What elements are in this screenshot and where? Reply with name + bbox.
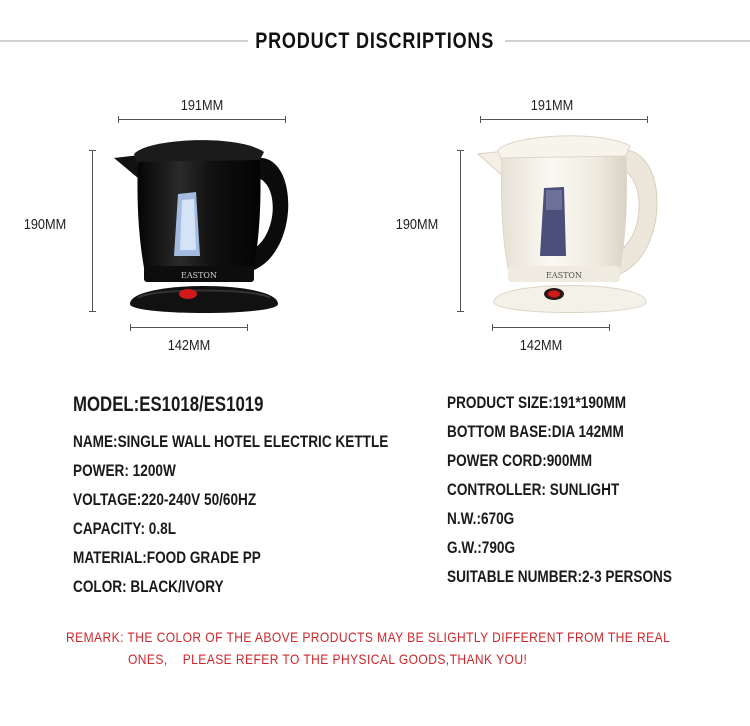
height-line-ivory	[460, 150, 461, 312]
width-label-ivory: 191MM	[530, 97, 574, 114]
spec-power-cord: POWER CORD:900MM	[447, 451, 593, 470]
height-tick-ivory-b	[457, 311, 464, 312]
width-tick-ivory-r	[647, 116, 648, 123]
height-line-black	[92, 150, 93, 312]
base-label-ivory: 142MM	[519, 337, 563, 354]
page-title: PRODUCT DISCRIPTIONS	[255, 28, 495, 53]
ivory-kettle-image	[474, 130, 670, 326]
spec-color: COLOR: BLACK/IVORY	[73, 577, 224, 596]
width-tick-black-l	[118, 116, 119, 123]
width-tick-black-r	[285, 116, 286, 123]
width-line-ivory	[480, 119, 648, 120]
spec-material: MATERIAL:FOOD GRADE PP	[73, 548, 261, 567]
spec-capacity: CAPACITY: 0.8L	[73, 519, 177, 538]
svg-text:EASTON: EASTON	[546, 271, 582, 280]
remark-line-2: ONES, PLEASE REFER TO THE PHYSICAL GOODS,THANK YOU!	[128, 651, 528, 667]
remark-line-1: REMARK: THE COLOR OF THE ABOVE PRODUCTS MAY BE SLIGHTLY DIFFERENT FROM THE REAL	[66, 629, 671, 645]
model-number: MODEL:ES1018/ES1019	[73, 393, 264, 416]
width-label-black: 191MM	[180, 97, 224, 114]
spec-bottom-base: BOTTOM BASE:DIA 142MM	[447, 422, 624, 441]
height-tick-black-b	[89, 311, 96, 312]
black-kettle-image	[108, 130, 304, 326]
spec-controller: CONTROLLER: SUNLIGHT	[447, 480, 620, 499]
base-line-ivory	[492, 327, 610, 328]
width-line-black	[118, 119, 286, 120]
spec-product-size: PRODUCT SIZE:191*190MM	[447, 393, 627, 412]
spec-name: NAME:SINGLE WALL HOTEL ELECTRIC KETTLE	[73, 432, 389, 451]
height-label-ivory: 190MM	[395, 216, 439, 233]
spec-net-weight: N.W.:670G	[447, 509, 515, 528]
spec-voltage: VOLTAGE:220-240V 50/60HZ	[73, 490, 257, 509]
width-tick-ivory-l	[480, 116, 481, 123]
svg-text:EASTON: EASTON	[181, 271, 217, 280]
spec-gross-weight: G.W.:790G	[447, 538, 516, 557]
spec-suitable-number: SUITABLE NUMBER:2-3 PERSONS	[447, 567, 672, 586]
height-label-black: 190MM	[23, 216, 67, 233]
spec-power: POWER: 1200W	[73, 461, 176, 480]
base-label-black: 142MM	[167, 337, 211, 354]
height-tick-ivory-t	[457, 150, 464, 151]
base-line-black	[130, 327, 248, 328]
height-tick-black-t	[89, 150, 96, 151]
